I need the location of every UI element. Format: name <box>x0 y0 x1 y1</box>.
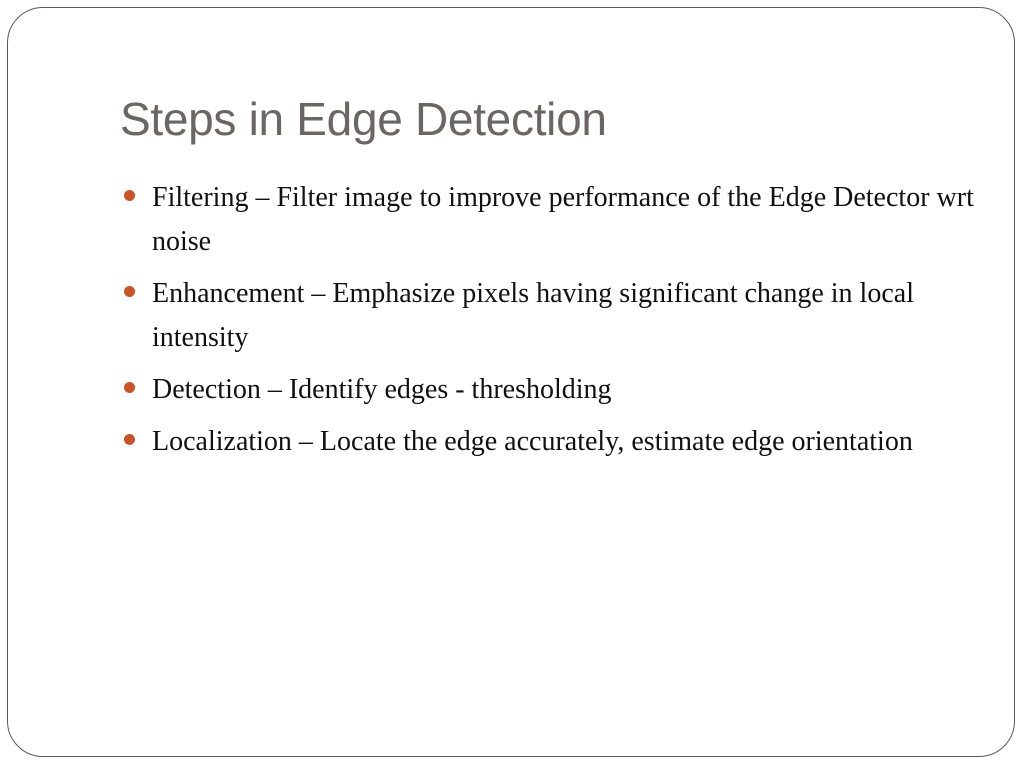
bullet-item <box>120 272 980 360</box>
bullet-list <box>120 176 980 472</box>
bullet-dot-icon <box>124 190 135 201</box>
bullet-text: Localization – Locate the edge accurately, estimate edge orientation <box>152 426 913 457</box>
bullet-item <box>120 420 980 464</box>
bullet-dot-icon <box>124 434 135 445</box>
bullet-dot-icon <box>124 382 135 393</box>
bullet-item <box>120 368 980 412</box>
bullet-item <box>120 176 980 264</box>
slide <box>7 7 1015 757</box>
bullet-text: Enhancement – Emphasize pixels having significant change in local intensity <box>152 278 914 353</box>
slide-title: Steps in Edge Detection <box>120 93 607 145</box>
bullet-text: Detection – Identify edges - thresholding <box>152 374 612 405</box>
bullet-text: Filtering – Filter image to improve performance of the Edge Detector wrt noise <box>152 182 974 257</box>
bullet-dot-icon <box>124 286 135 297</box>
